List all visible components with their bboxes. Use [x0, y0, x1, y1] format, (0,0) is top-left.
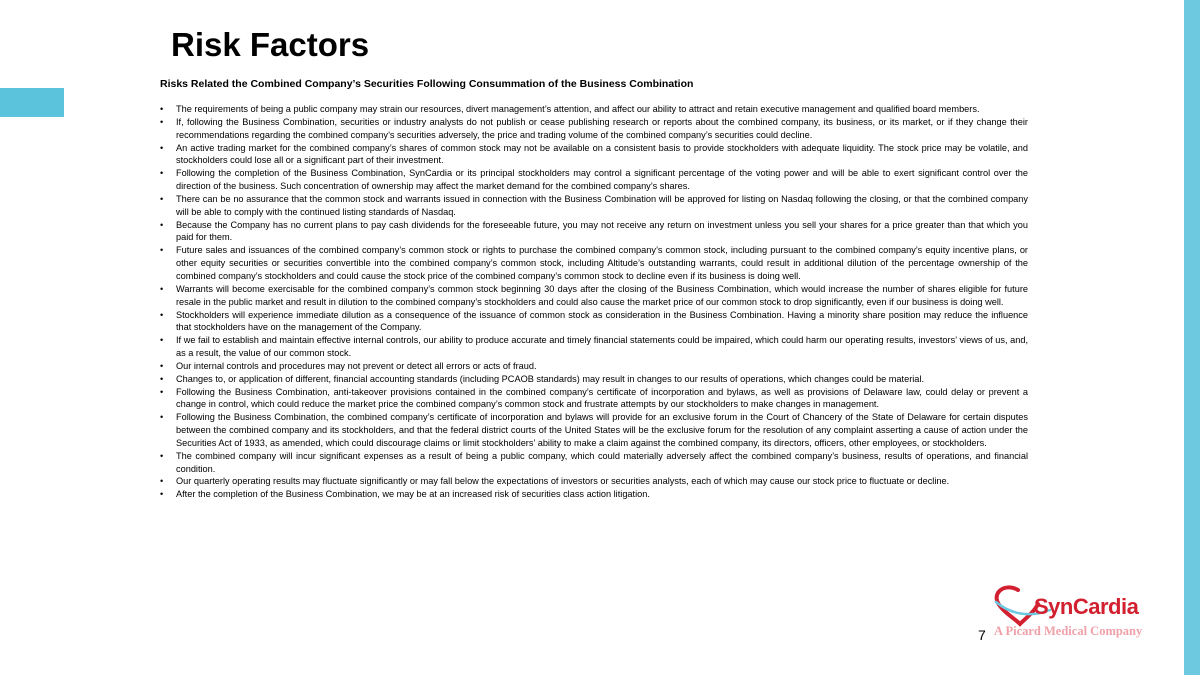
- list-item: • Following the Business Combination, anti-takeover provisions contained in the combined company’s certificate of incorporation and bylaws, as well as provisions of Delaware law, could delay or prevent a change in control, which could reduce the market price the combined company’s common stock and frustrate attempts by our stockholders to make changes in management.: [160, 386, 1028, 412]
- list-item: • Because the Company has no current plans to pay cash dividends for the foreseeable future, you may not receive any return on investment unless you sell your shares for a price greater than that which you paid for them.: [160, 219, 1028, 245]
- list-item: • Our internal controls and procedures may not prevent or detect all errors or acts of fraud.: [160, 360, 1028, 373]
- list-item: • Warrants will become exercisable for the combined company’s common stock beginning 30 days after the closing of the Business Combination, which would increase the number of shares eligible for future resale in the public market and result in dilution to the combined company’s stockholders and could also cause the market price of our common stock to drop significantly, even if our business is doing well.: [160, 283, 1028, 309]
- list-item: • Following the completion of the Business Combination, SynCardia or its principal stockholders may control a significant percentage of the voting power and will be able to exert significant control over the direction of the business. Such concentration of ownership may affect the market demand for the combined company’s shares.: [160, 167, 1028, 193]
- logo-tagline: A Picard Medical Company: [994, 624, 1143, 638]
- list-item: • An active trading market for the combined company’s shares of common stock may not be available on a consistent basis to provide stockholders with adequate liquidity. The stock price may be volatile, and stockholders could lose all or a significant part of their investment.: [160, 142, 1028, 168]
- list-item: • Our quarterly operating results may fluctuate significantly or may fall below the expectations of investors or securities analysts, each of which may cause our stock price to fluctuate or decline.: [160, 475, 1028, 488]
- list-item: • The combined company will incur significant expenses as a result of being a public company, which could materially adversely affect the combined company’s business, results of operations, and financial condition.: [160, 450, 1028, 476]
- logo-wordmark: SynCardia: [1034, 594, 1139, 619]
- list-item: • There can be no assurance that the common stock and warrants issued in connection with the Business Combination will be approved for listing on Nasdaq following the closing, or that the combined company will be able to comply with the continued listing standards of Nasdaq.: [160, 193, 1028, 219]
- list-item: • Following the Business Combination, the combined company’s certificate of incorporation and bylaws will provide for an exclusive forum in the Court of Chancery of the State of Delaware for certain disputes between the combined company and its stockholders, and that the federal district courts of the United States will be the exclusive forum for the resolution of any complaint asserting a cause of action under the Securities Act of 1933, as amended, which could discourage claims or limit stockholders’ ability to make a claim against the combined company, its directors, officers, other employees, or stockholders.: [160, 411, 1028, 450]
- accent-block: [0, 88, 64, 117]
- list-item: • If, following the Business Combination, securities or industry analysts do not publish or cease publishing research or reports about the combined company, its business, or its market, or if they change their recommendations regarding the combined company’s securities adversely, the price and trading volume of the combined company’s securities could decline.: [160, 116, 1028, 142]
- list-item: • If we fail to establish and maintain effective internal controls, our ability to produce accurate and timely financial statements could be impaired, which could harm our operating results, investors’ views of us, and, as a result, the value of our common stock.: [160, 334, 1028, 360]
- list-item: • The requirements of being a public company may strain our resources, divert management’s attention, and affect our ability to attract and retain executive management and qualified board members.: [160, 103, 1028, 116]
- list-item: • Stockholders will experience immediate dilution as a consequence of the issuance of common stock as consideration in the Business Combination. Having a minority share position may reduce the influence that stockholders have on the management of the Company.: [160, 309, 1028, 335]
- right-accent-strip: [1184, 0, 1200, 675]
- risk-factor-list: [160, 103, 1028, 501]
- section-subtitle: Risks Related the Combined Company’s Securities Following Consummation of the Business Combination: [160, 78, 694, 90]
- page-title: Risk Factors: [171, 26, 370, 63]
- list-item: • Future sales and issuances of the combined company’s common stock or rights to purchase the combined company’s common stock, including pursuant to the combined company’s equity incentive plans, or other equity securities or securities convertible into the combined company’s common stock, including Altitude’s outstanding warrants, could result in additional dilution of the percentage ownership of the combined company’s stockholders and could cause the stock price of the combined company’s common stock to decline even if its business is doing well.: [160, 244, 1028, 283]
- page-number: 7: [978, 627, 986, 643]
- list-item: • After the completion of the Business Combination, we may be at an increased risk of securities class action litigation.: [160, 488, 1028, 501]
- list-item: • Changes to, or application of different, financial accounting standards (including PCAOB standards) may result in changes to our results of operations, which changes could be material.: [160, 373, 1028, 386]
